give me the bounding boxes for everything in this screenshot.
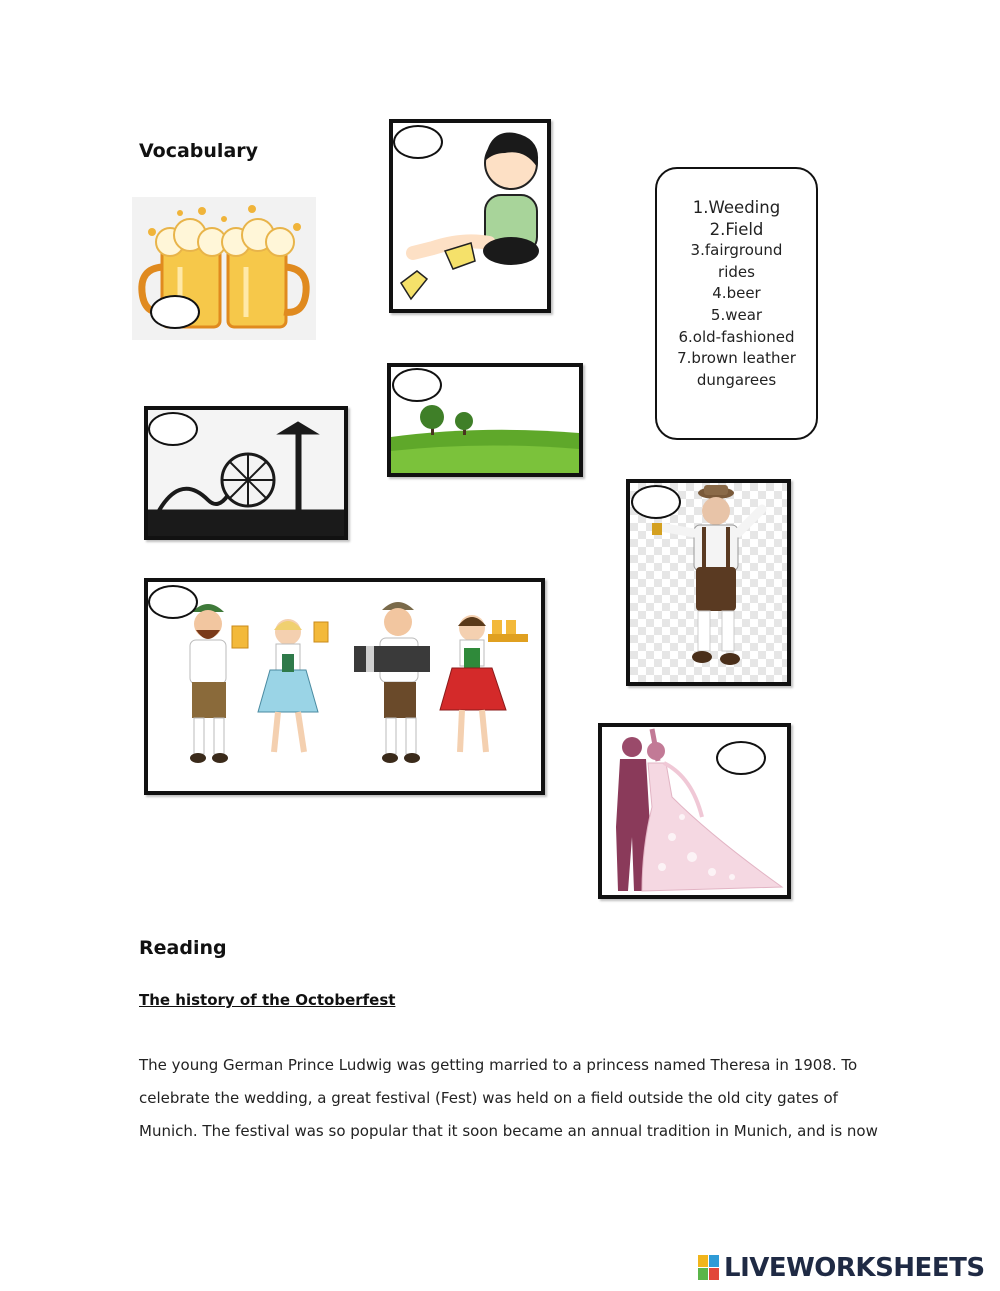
- answer-bubble-wedding[interactable]: [716, 741, 766, 775]
- reading-line: celebrate the wedding, a great festival (Fest) was held on a field outside the old city gates of: [139, 1089, 838, 1107]
- word-list-box: [655, 167, 818, 440]
- reading-paragraph: [139, 1049, 879, 1148]
- word-list-item: 1.Weeding: [692, 198, 781, 217]
- word-list-item: 5.wear: [710, 305, 763, 324]
- liveworksheets-logo-text: LIVEWORKSHEETS: [724, 1253, 985, 1283]
- reading-line: The young German Prince Ludwig was getting married to a princess named Theresa in 1908. To: [139, 1056, 858, 1074]
- oktoberfest-dancers-icon: [148, 582, 541, 791]
- word-list-item: 6.old-fashioned: [678, 327, 795, 346]
- answer-bubble-dungarees[interactable]: [631, 485, 681, 519]
- word-list-item: dungarees: [696, 370, 777, 389]
- liveworksheets-logo-icon: [698, 1255, 720, 1281]
- word-list-item: 4.beer: [712, 284, 761, 303]
- reading-heading: Reading: [139, 937, 227, 959]
- word-list-item: rides: [718, 262, 755, 281]
- oktoberfest-dancers-frame: [144, 578, 545, 795]
- word-list-item: 2.Field: [709, 219, 764, 239]
- answer-bubble-sock[interactable]: [393, 125, 443, 159]
- vocabulary-heading: Vocabulary: [139, 140, 259, 162]
- reading-subheading: The history of the Octoberfest: [139, 991, 396, 1009]
- liveworksheets-logo: [698, 1253, 985, 1283]
- answer-bubble-beer[interactable]: [150, 295, 200, 329]
- reading-line: Munich. The festival was so popular that it soon became an annual tradition in Munich, and is now: [139, 1122, 878, 1140]
- answer-bubble-fairground[interactable]: [148, 412, 198, 446]
- word-list-item: 3.fairground: [690, 241, 783, 260]
- word-list-item: 7.brown leather: [677, 349, 796, 368]
- answer-bubble-field[interactable]: [392, 368, 442, 402]
- answer-bubble-dancers[interactable]: [148, 585, 198, 619]
